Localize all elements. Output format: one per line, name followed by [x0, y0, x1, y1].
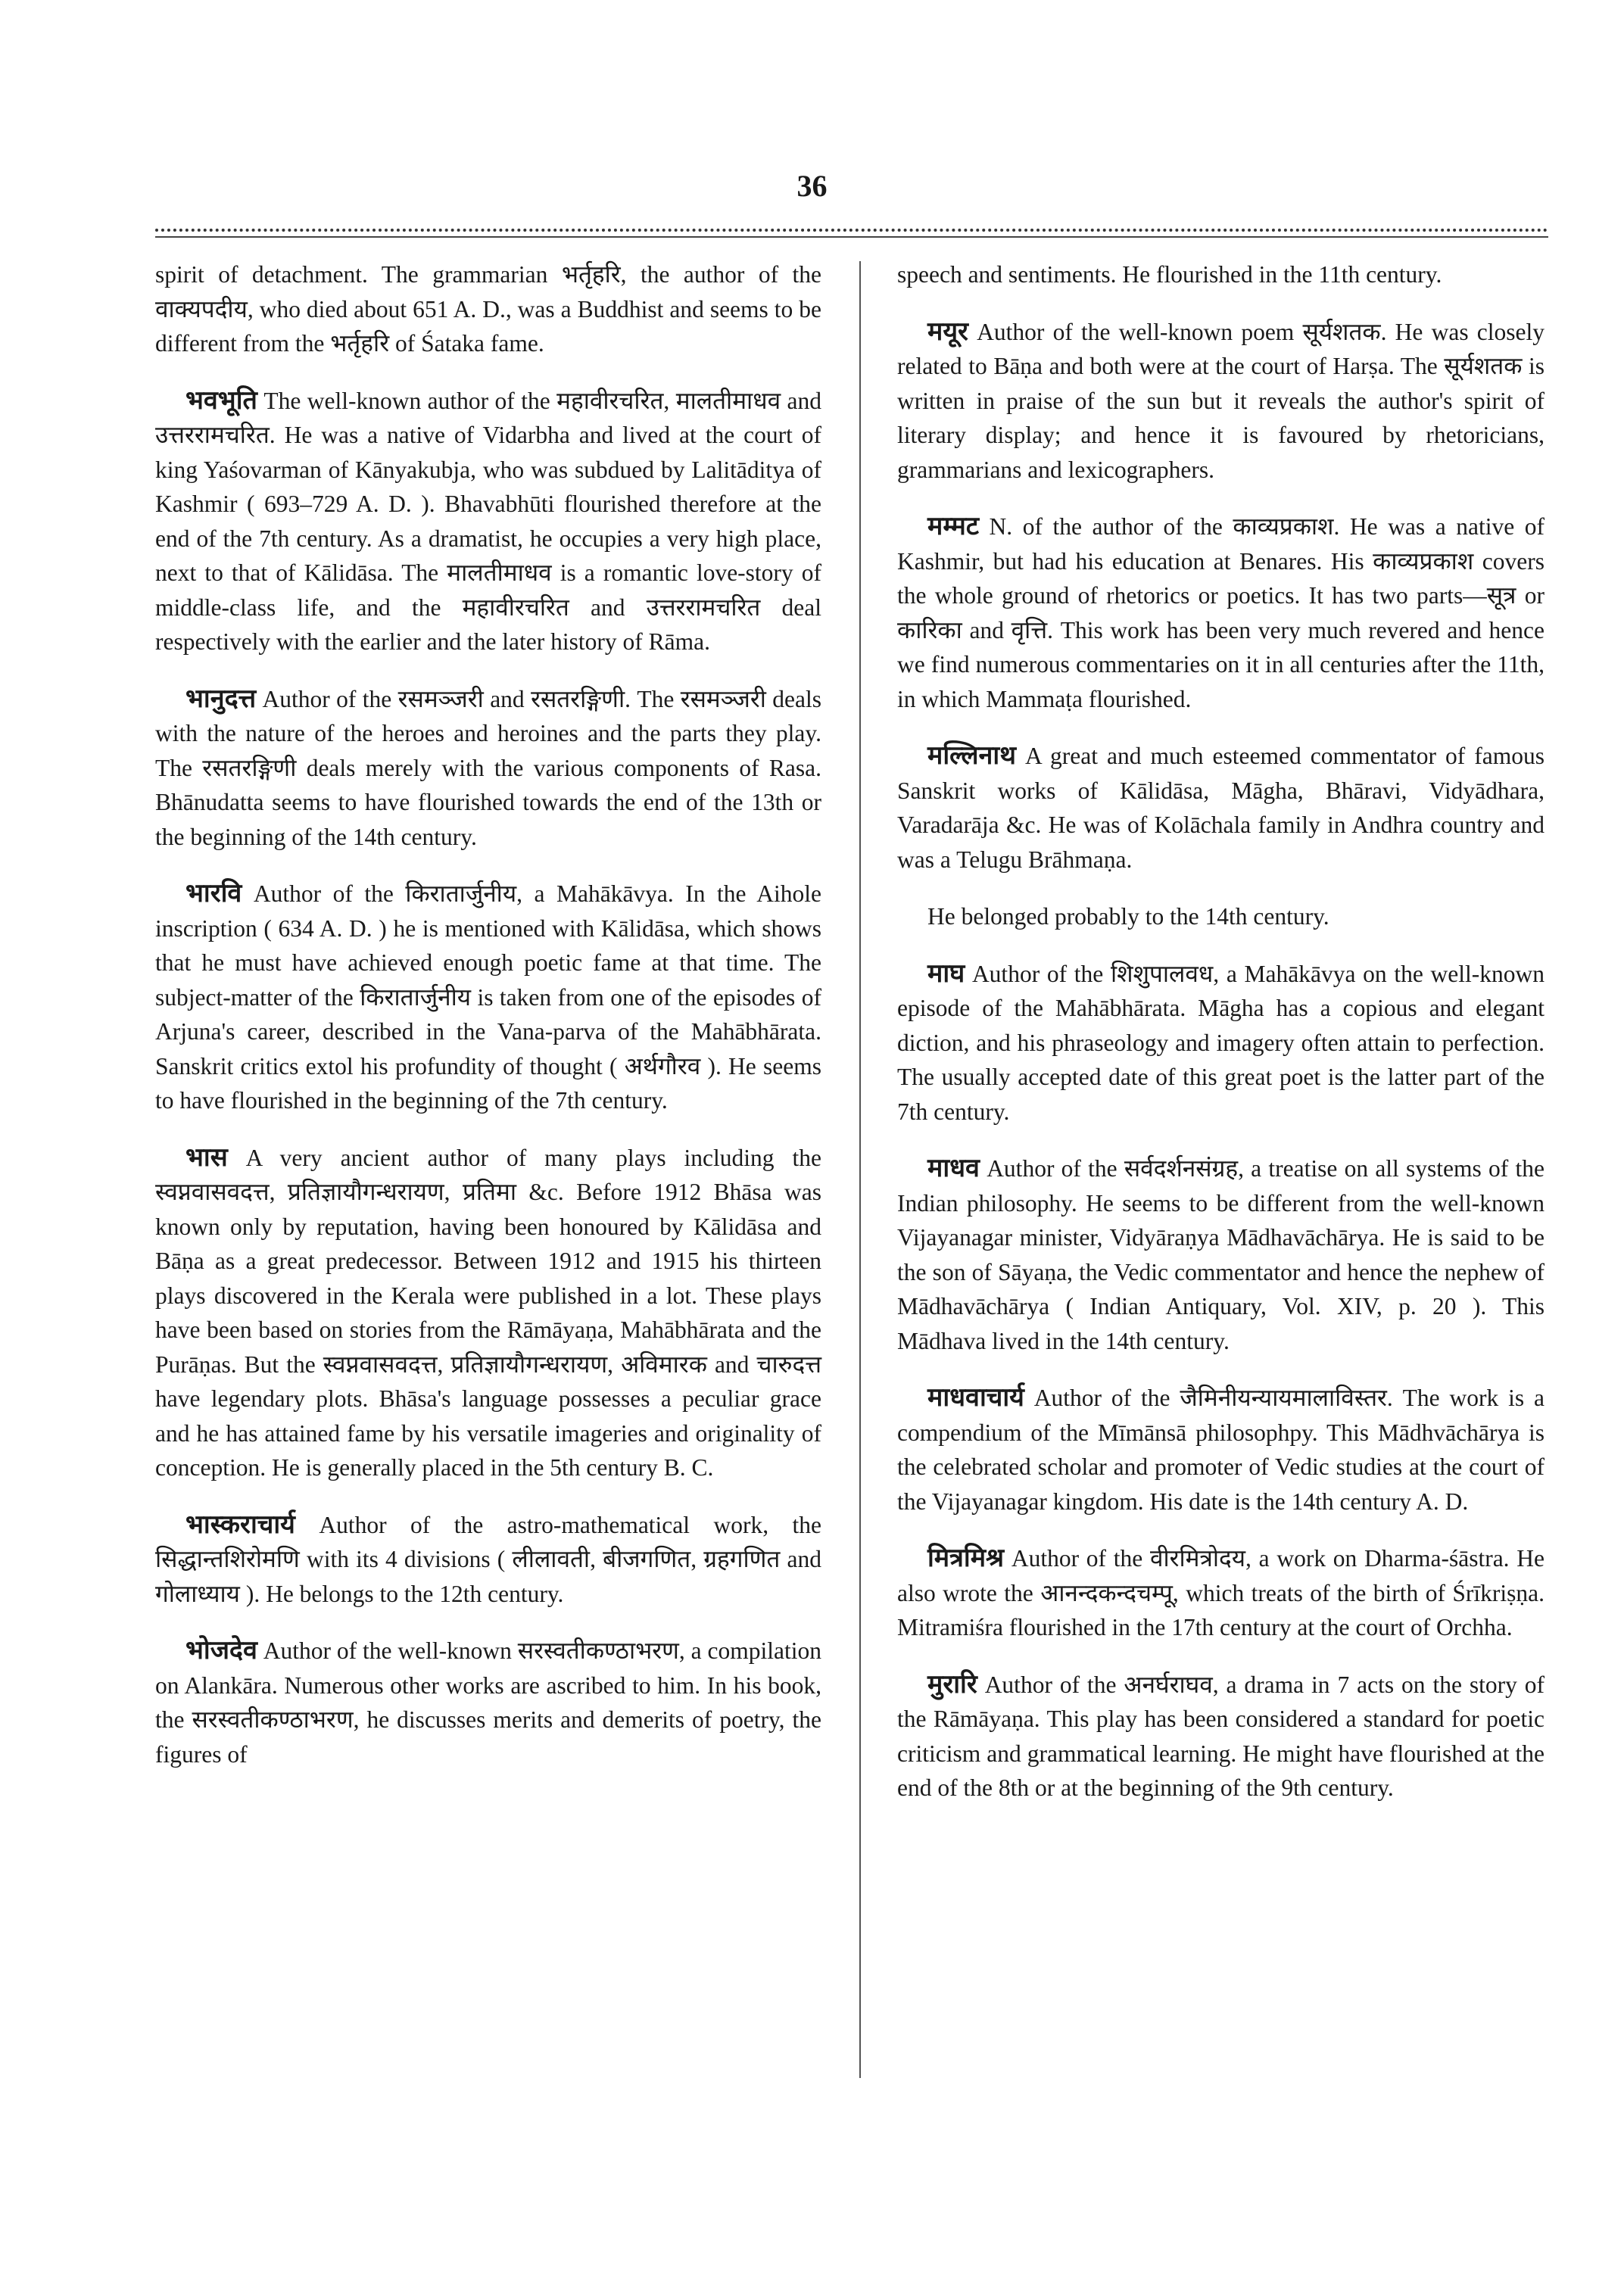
- entry-headword: भानुदत्त: [185, 684, 257, 713]
- entry-text: A very ancient author of many plays including the स्वप्नवासवदत्त, प्रतिज्ञायौगन्धरायण, प्रतिमा &c. Before 1912 Bhāsa was known only by reputation, having been honoured by Kālidāsa and Bāṇa as a great predecessor. Between 1912 and 1915 his thirteen plays discovered in the Kerala were published in a lot. These plays have been based on stories from the Rāmāyaṇa, Mahābhārata and the Purāṇas. But the स्वप्नवासवदत्त, प्रतिज्ञायौगन्धरायण, अविमारक and चारुदत्त have legendary plots. Bhāsa's language possesses a peculiar grace and he has attained fame by his versatile imageries and originality of conception. He is generally placed in the 5th century B. C.: [155, 1144, 821, 1481]
- entry-text: Author of the वीरमित्रोदय, a work on Dharma-śāstra. He also wrote the आनन्दकन्दचम्पू, which treats of the birth of Śrīkriṣṇa. Mitramiśra flourished in the 17th century at the court of Orchha.: [897, 1545, 1545, 1640]
- entry-headword: माधवाचार्य: [927, 1384, 1024, 1412]
- entry-text: Author of the अनर्घराघव, a drama in 7 acts on the story of the Rāmāyaṇa. This play has been considered a standard for poetic criticism and grammatical learning. He might have flourished at the end of the 8th or at the beginning of the 9th century.: [897, 1671, 1545, 1801]
- entry-headword: मयूर: [927, 317, 968, 346]
- entry-headword: माधव: [927, 1154, 980, 1182]
- header-rule: [155, 236, 1548, 238]
- entry-headword: मित्रमिश्र: [927, 1544, 1005, 1572]
- entry-headword: भारवि: [185, 880, 242, 908]
- left-column: [155, 257, 821, 1794]
- entry-text: Author of the किरातार्जुनीय, a Mahākāvya. In the Aihole inscription ( 634 A. D. ) he is mentioned with Kālidāsa, which shows that he must have achieved enough poetic fame at that time. The subject-matter of the किरातार्जुनीय is taken from one of the episodes of Arjuna's career, described in the Vana-parva of the Mahābhārata. Sanskrit critics extol his profundity of thought ( अर्थगौरव ). He seems to have flourished in the beginning of the 7th century.: [155, 880, 822, 1114]
- dictionary-entry: [155, 877, 821, 1118]
- dictionary-entry: [897, 1381, 1545, 1519]
- entry-text: Author of the astro-mathematical work, the सिद्धान्तशिरोमणि with its 4 divisions ( लीलावती, बीजगणित, ग्रहगणित and गोलाध्याय ). He belongs to the 12th century.: [155, 1511, 822, 1607]
- entry-text: Author of the well-known सरस्वतीकण्ठाभरण, a compilation on Alankāra. Numerous other works are ascribed to him. In his book, the सरस्वतीकण्ठाभरण, he discusses merits and demerits of poetry, the figures of: [155, 1637, 822, 1768]
- dictionary-entry: [897, 739, 1545, 877]
- entry-text: He belonged probably to the 14th century.: [927, 903, 1329, 930]
- entry-text: A great and much esteemed commentator of famous Sanskrit works of Kālidāsa, Māgha, Bhāravi, Vidyādhara, Varadarāja &c. He was of Kolāchala family in Andhra country and was a Telugu Brāhmaṇa.: [897, 743, 1545, 873]
- entry-text: The well-known author of the महावीरचरित, मालतीमाधव and उत्तररामचरित. He was a native of Vidarbha and lived at the court of king Yaśovarman of Kānyakubja, who was subdued by Lalitāditya of Kashmir ( 693–729 A. D. ). Bhavabhūti flourished therefore at the end of the 7th century. As a dramatist, he occupies a very high place, next to that of Kālidāsa. The मालतीमाधव is a romantic love-story of middle-class life, and the महावीरचरित and उत्तररामचरित deal respectively with the earlier and the later history of Rāma.: [155, 387, 822, 655]
- entry-text: Author of the रसमञ्जरी and रसतरङ्गिणी. The रसमञ्जरी deals with the nature of the heroes and heroines and the parts they play. The रसतरङ्गिणी deals merely with the various components of Rasa. Bhānudatta seems to have flourished towards the end of the 13th or the beginning of the 14th century.: [155, 685, 822, 850]
- entry-headword: भास: [185, 1143, 228, 1172]
- entry-text: speech and sentiments. He flourished in the 11th century.: [897, 261, 1442, 288]
- entry-headword: भास्कराचार्य: [185, 1510, 295, 1539]
- continuation-text: [155, 257, 821, 361]
- dictionary-entry: [897, 315, 1545, 488]
- dictionary-entry: [897, 1668, 1545, 1805]
- dictionary-entry: [897, 1541, 1545, 1645]
- entry-headword: भोजदेव: [185, 1637, 257, 1665]
- entry-text: Author of the जैमिनीयन्यायमालाविस्तर. The work is a compendium of the Mīmānsā philosophpy. This Mādhvāchārya is the celebrated scholar and promoter of Vedic studies at the court of the Vijayanagar kingdom. His date is the 14th century A. D.: [897, 1385, 1545, 1515]
- column-divider: [859, 261, 861, 2078]
- dictionary-entry: [155, 682, 821, 855]
- entry-headword: भवभूति: [185, 386, 257, 415]
- entry-headword: माघ: [927, 959, 965, 988]
- entry-headword: मल्लिनाथ: [927, 742, 1016, 770]
- dictionary-entry: [155, 384, 821, 659]
- continuation-text: [897, 899, 1545, 934]
- dictionary-entry: [897, 957, 1545, 1129]
- entry-text: Author of the well-known poem सूर्यशतक. He was closely related to Bāṇa and both were at the court of Harṣa. The सूर्यशतक is written in praise of the sun but it reveals the author's spirit of literary display; and hence it is favoured by rhetoricians, grammarians and lexicographers.: [897, 318, 1545, 483]
- dictionary-entry: [155, 1634, 821, 1771]
- continuation-text: [897, 257, 1545, 292]
- dictionary-entry: [155, 1508, 821, 1612]
- page-number: 36: [796, 169, 828, 203]
- dictionary-entry: [897, 509, 1545, 716]
- entry-headword: मुरारि: [927, 1670, 977, 1699]
- entry-headword: मम्मट: [927, 512, 979, 541]
- entry-text: spirit of detachment. The grammarian भर्तृहरि, the author of the वाक्यपदीय, who died about 651 A. D., was a Buddhist and seems to be different from the भर्तृहरि of Śataka fame.: [155, 261, 821, 357]
- entry-text: Author of the शिशुपालवध, a Mahākāvya on the well-known episode of the Mahābhārata. Māgha has a copious and elegant diction, and his phraseology and imagery often attain to perfection. The usually accepted date of this great poet is the latter part of the 7th century.: [897, 960, 1545, 1125]
- entry-text: Author of the सर्वदर्शनसंग्रह, a treatise on all systems of the Indian philosophy. He seems to be different from the well-known Vijayanagar minister, Vidyāraṇya Mādhavāchārya. He is said to be the son of Sāyaṇa, the Vedic commentator and hence the nephew of Mādhavāchārya ( Indian Antiquary, Vol. XIV, p. 20 ). This Mādhava lived in the 14th century.: [897, 1155, 1545, 1354]
- header-rule-dotted: [155, 229, 1548, 232]
- dictionary-entry: [897, 1151, 1545, 1358]
- dictionary-entry: [155, 1141, 821, 1485]
- entry-text: N. of the author of the काव्यप्रकाश. He was a native of Kashmir, but had his education at Benares. His काव्यप्रकाश covers the whole ground of rhetorics or poetics. It has two parts—सूत्र or कारिका and वृत्ति. This work has been very much revered and hence we find numerous commentaries on it in all centuries after the 11th, in which Mammaṭa flourished.: [897, 513, 1545, 712]
- right-column: [897, 257, 1545, 1828]
